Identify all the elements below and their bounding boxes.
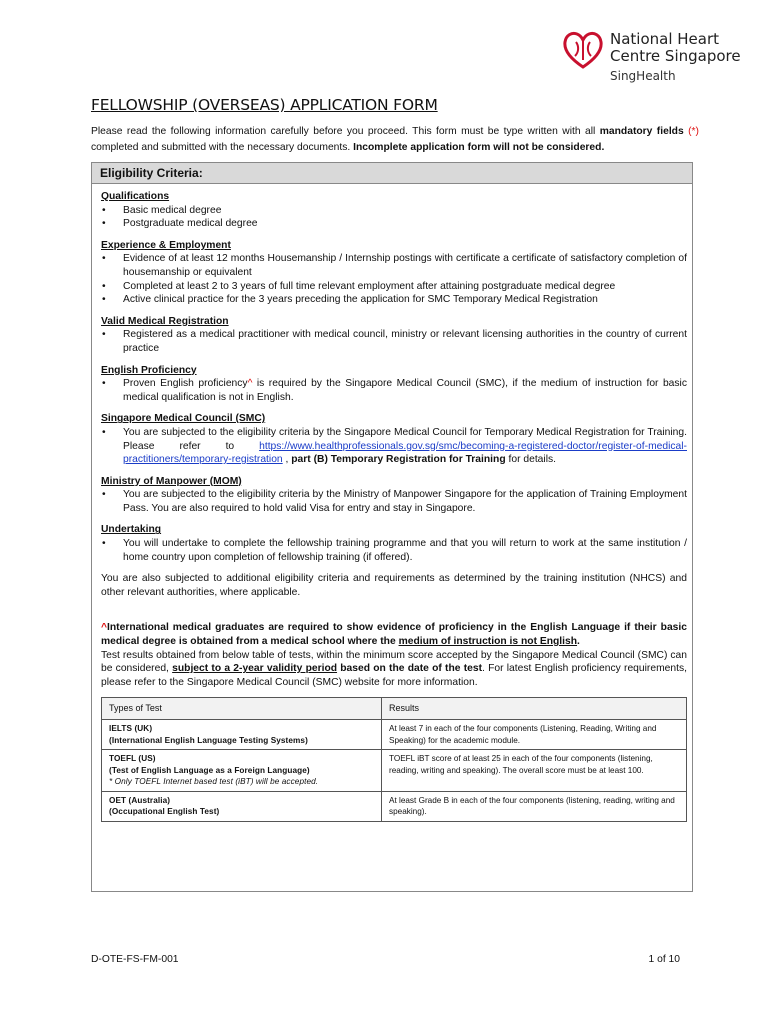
page-number: 1 of 10: [648, 954, 680, 965]
test-name: OET (Australia): [109, 795, 171, 805]
list-item: • You will undertake to complete the fellowship training programme and that you will return to work at the same institution / home country upon completion of fellowship training (if offered).: [101, 537, 687, 564]
smc-text-a: You are subjected to the eligibility criteria by the Singapore Medical Council for Temporary Medical Registration for Training. Please refer to: [123, 426, 687, 452]
logo-line-2: Centre Singapore: [610, 47, 741, 65]
eligibility-box: [91, 162, 693, 892]
english-test-table: [101, 697, 687, 822]
section-title: Valid Medical Registration: [101, 315, 229, 327]
list-item: • Postgraduate medical degree: [101, 217, 687, 231]
table-cell: [102, 720, 382, 750]
note-bold-underline: medium of instruction is not English: [398, 636, 578, 648]
heart-logo-icon: [562, 30, 604, 70]
test-name: TOEFL (US): [109, 754, 156, 764]
registration-section: [101, 315, 687, 356]
test-full-name: (Occupational English Test): [109, 807, 220, 817]
caret-marker: ^: [247, 378, 253, 390]
undertaking-section: [101, 523, 687, 564]
additional-criteria: You are also subjected to additional eligibility criteria and requirements as determined by the training institution (NHCS) and other relevant authorities, where applicable.: [101, 573, 687, 598]
section-title: Singapore Medical Council (SMC): [101, 413, 266, 425]
test-note: * Only TOEFL Internet based test (iBT) will be accepted.: [109, 777, 319, 787]
list-item: • Completed at least 2 to 3 years of full time relevant employment after attaining postgraduate medical degree: [101, 280, 687, 294]
list-item: • Evidence of at least 12 months Housemanship / Internship postings with certificate a certificate of satisfactory completion of housemanship or equivalent: [101, 252, 687, 279]
table-cell: [102, 750, 382, 792]
table-cell: At least 7 in each of the four components (Listening, Reading, Writing and Speaking) for the academic module.: [382, 720, 687, 750]
list-item: [101, 377, 687, 404]
note-text-b: . For latest English proficiency requirements, please refer to the Singapore Medical Council (SMC) website for more information.: [101, 663, 687, 688]
table-cell: [102, 791, 382, 821]
mom-section: [101, 475, 687, 516]
qualifications-section: [101, 190, 687, 231]
test-full-name: (Test of English Language as a Foreign Language): [109, 765, 310, 775]
list-item: • Registered as a medical practitioner with medical council, ministry or relevant licensing authorities in the country of current practice: [101, 328, 687, 355]
table-row: [102, 750, 687, 792]
intro-paragraph: [91, 124, 699, 155]
smc-part-b: part (B) Temporary Registration for Training: [291, 454, 506, 466]
eligibility-content: [101, 190, 687, 822]
table-header: Types of Test: [102, 698, 382, 720]
smc-registration-link[interactable]: https://www.healthprofessionals.gov.sg/smc/becoming-a-registered-doctor/register-of-medical-practitioners/temporary-registration: [123, 440, 687, 466]
note-bold-a: International medical graduates are required to show evidence of proficiency in the English Language if their basic medical degree is obtained from a medical school where the: [101, 622, 687, 648]
test-name: IELTS (UK): [109, 724, 153, 734]
logo-line-3: SingHealth: [610, 69, 676, 83]
note-text-a: Test results obtained from below table of tests, within the minimum score accepted by the Singapore Medical Council (SMC) can be considered,: [101, 649, 687, 675]
table-cell: At least Grade B in each of the four components (listening, reading, writing and speaking).: [382, 791, 687, 821]
table-header-row: [102, 698, 687, 720]
logo-line-1: National Heart: [610, 30, 720, 48]
intro-text-1: Please read the following information carefully before you proceed. This form must be type written with all: [91, 126, 600, 137]
smc-text-b: ,: [282, 454, 292, 466]
note-bold-end: .: [577, 636, 580, 648]
section-title: Ministry of Manpower (MOM): [101, 475, 242, 487]
table-cell: TOEFL iBT score of at least 25 in each of the four components (listening, reading, writing and speaking). The overall score must be at least 100.: [382, 750, 687, 792]
smc-text-c: for details.: [505, 454, 556, 466]
list-item: • Basic medical degree: [101, 204, 687, 218]
intro-warning: Incomplete application form will not be considered.: [353, 141, 605, 153]
experience-section: [101, 239, 687, 307]
section-title: Qualifications: [101, 191, 170, 202]
intro-required-marker: (*): [683, 126, 699, 137]
section-title: English Proficiency: [101, 364, 197, 376]
page-title: FELLOWSHIP (OVERSEAS) APPLICATION FORM: [91, 96, 438, 114]
nhcs-logo: [562, 30, 741, 85]
english-section: [101, 364, 687, 405]
english-note: [101, 621, 687, 689]
table-row: [102, 720, 687, 750]
smc-section: [101, 412, 687, 466]
section-title: Undertaking: [101, 524, 162, 536]
section-title: Experience & Employment: [101, 239, 231, 251]
intro-text-2: completed and submitted with the necessary documents.: [91, 141, 354, 153]
english-text-b: is required by the Singapore Medical Council (SMC), if the medium of instruction for basic medical qualification is not in English.: [123, 378, 687, 403]
list-item: [101, 426, 687, 467]
note-bold-b: based on the date of the test: [337, 663, 483, 675]
caret-marker: ^: [101, 622, 108, 634]
table-row: [102, 791, 687, 821]
table-header: Results: [382, 698, 687, 720]
list-item: • You are subjected to the eligibility criteria by the Ministry of Manpower Singapore for the application of Training Employment Pass. You are also required to hold valid Visa for entry and stay in Singapore.: [101, 488, 687, 515]
document-code: D-OTE-FS-FM-001: [91, 954, 179, 965]
intro-mandatory: mandatory fields: [599, 126, 684, 137]
list-item: • Active clinical practice for the 3 years preceding the application for SMC Temporary Medical Registration: [101, 293, 687, 307]
test-full-name: (International English Language Testing Systems): [109, 735, 308, 745]
note-validity: subject to a 2-year validity period: [172, 663, 338, 675]
eligibility-heading: Eligibility Criteria:: [92, 163, 692, 184]
english-text-a: Proven English proficiency: [123, 378, 248, 390]
